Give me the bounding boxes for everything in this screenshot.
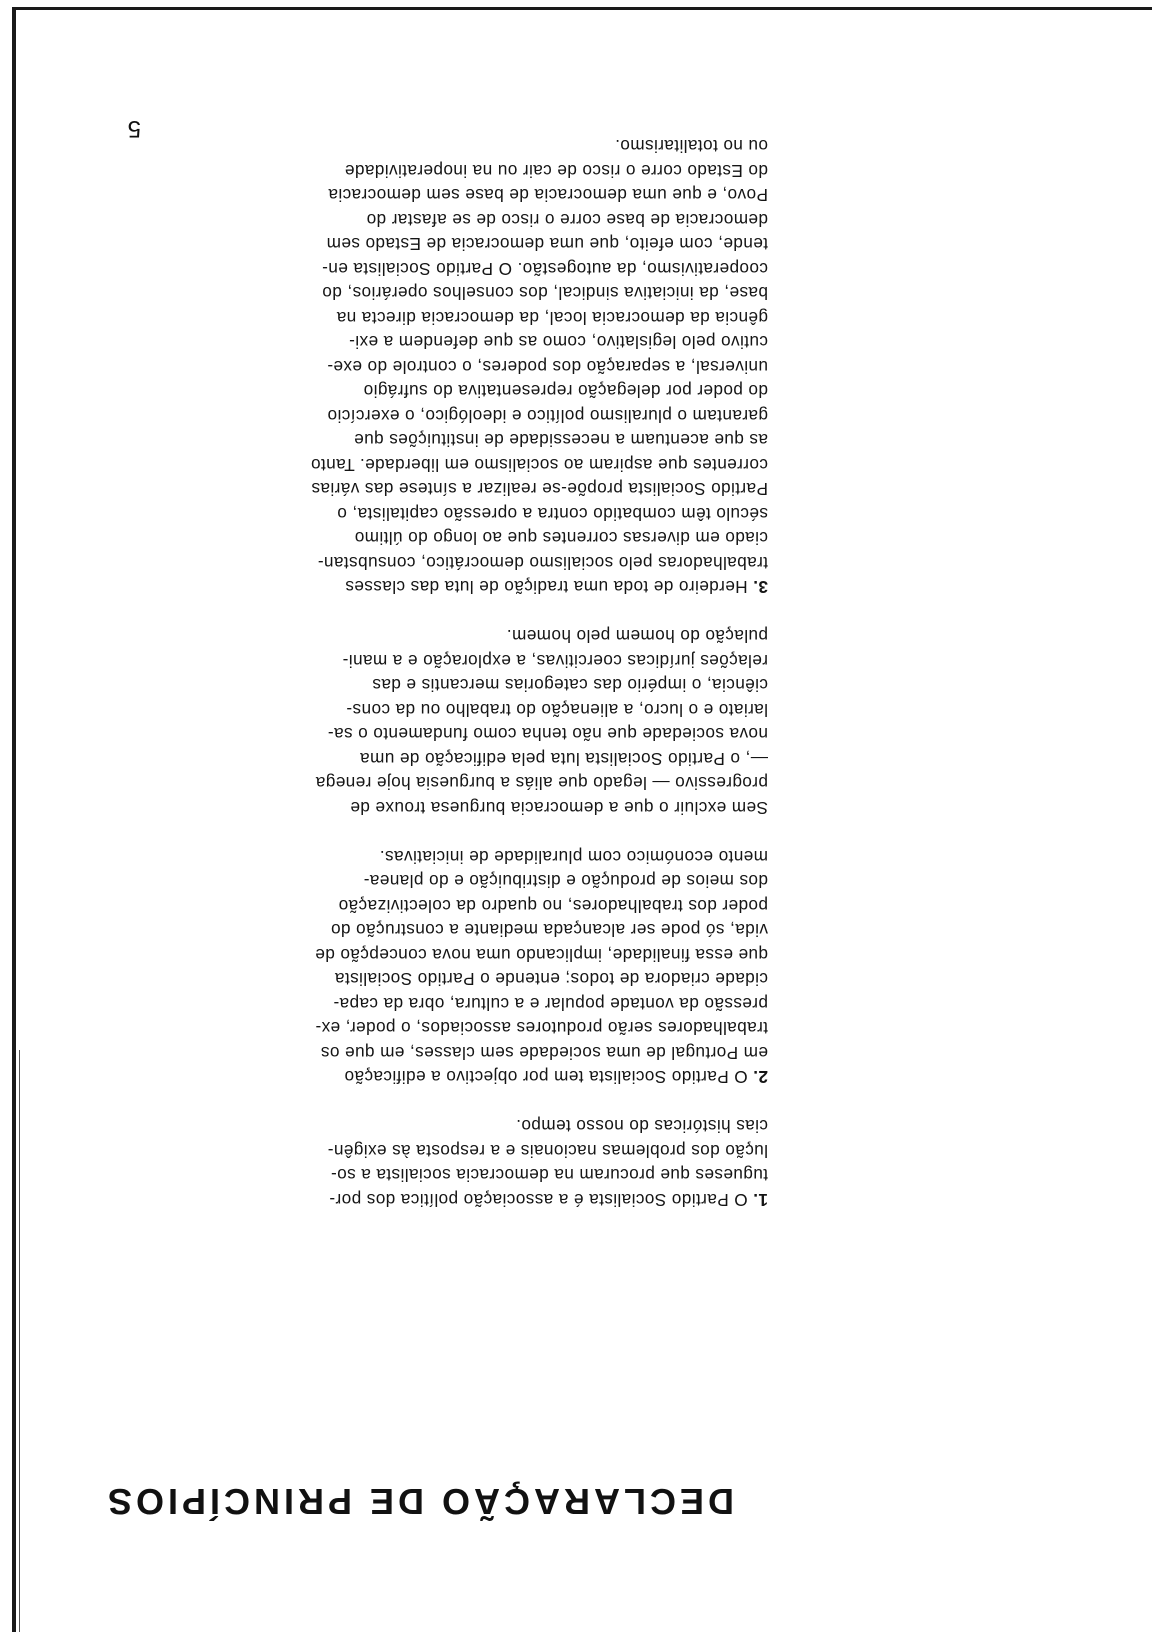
body-text: [123, 110, 768, 1213]
paragraph-2-continued: [123, 624, 768, 820]
paragraph-text: O Partido Socialista tem por objectivo a edificação em Portugal de uma sociedade sem classes, em que os trabalhadores serão produtores associados, o poder, ex- pressão da vontade popular e a cultura, obra da capa- cidade criadora de todos; entende o Partido Socialista que essa finalidade, implicando uma nova concepção de vida, só pode ser alcançada mediante a construção do poder dos trabalhadores, no quadro da colectivização dos meios de produção e distribuição e do planea- mento económico com pluralidade de iniciativas.: [314, 847, 768, 1088]
paragraph-number: 3.: [752, 577, 768, 598]
paragraph-1: [123, 1114, 768, 1212]
paragraph-number: 1.: [752, 1190, 768, 1210]
page-number: 5: [127, 115, 141, 142]
paragraph-number: 2.: [752, 1067, 768, 1088]
paragraph-text: Herdeiro de toda uma tradição de luta das classes trabalhadoras pelo socialismo democrático, consubstan- ciado em diversas correntes que ao longo do último século têm combatido contra a opressão capitalista, o Partido Socialista propõe-se realizar a síntese das várias correntes que aspiram ao socialismo em liberdade. Tanto as que acentuam a necessidade de instituições que garantam o pluralismo político e ideológico, o exercício do poder por delegação representativa do sufrágio universal, a separação dos poderes, o controle do exe- cutivo pelo legislativo, como as que defendem a exi- gência da democracia local, da democracia directa na base, da iniciativa sindical, dos conselhos operários, do cooperativismo, da autogestão. O Partido Socialista en- tende, com efeito, que uma democracia de Estado sem democracia de base corre o risco de se afastar do Povo, e que uma democracia de base sem democracia do Estado corre o risco de cair ou na inoperatividade ou no totalitarismo.: [310, 136, 768, 598]
paragraph-text: Sem excluir o que a democracia burguesa trouxe de progressivo — legado que aliás a burguesia hoje renega —, o Partido Socialista luta pela edificação de uma nova sociedade que não tenha como fundamento o sa- lariato e o lucro, a alienação do trabalho ou da cons- ciência, o império das categorias mercantis e das relações jurídicas coercitivas, a exploração e a mani- pulação do homem pelo homem.: [315, 626, 768, 818]
paragraph-text: O Partido Socialista é a associação política dos por- tugueses que procuram na democracia socialista a so- lução dos problemas nacionais e a resposta às exigên- cias históricas do nosso tempo.: [327, 1116, 768, 1210]
paragraph-2: [123, 845, 768, 1090]
document-title: DECLARAÇÃO DE PRINCÍPIOS: [103, 1481, 734, 1522]
paragraph-3: [123, 134, 768, 600]
